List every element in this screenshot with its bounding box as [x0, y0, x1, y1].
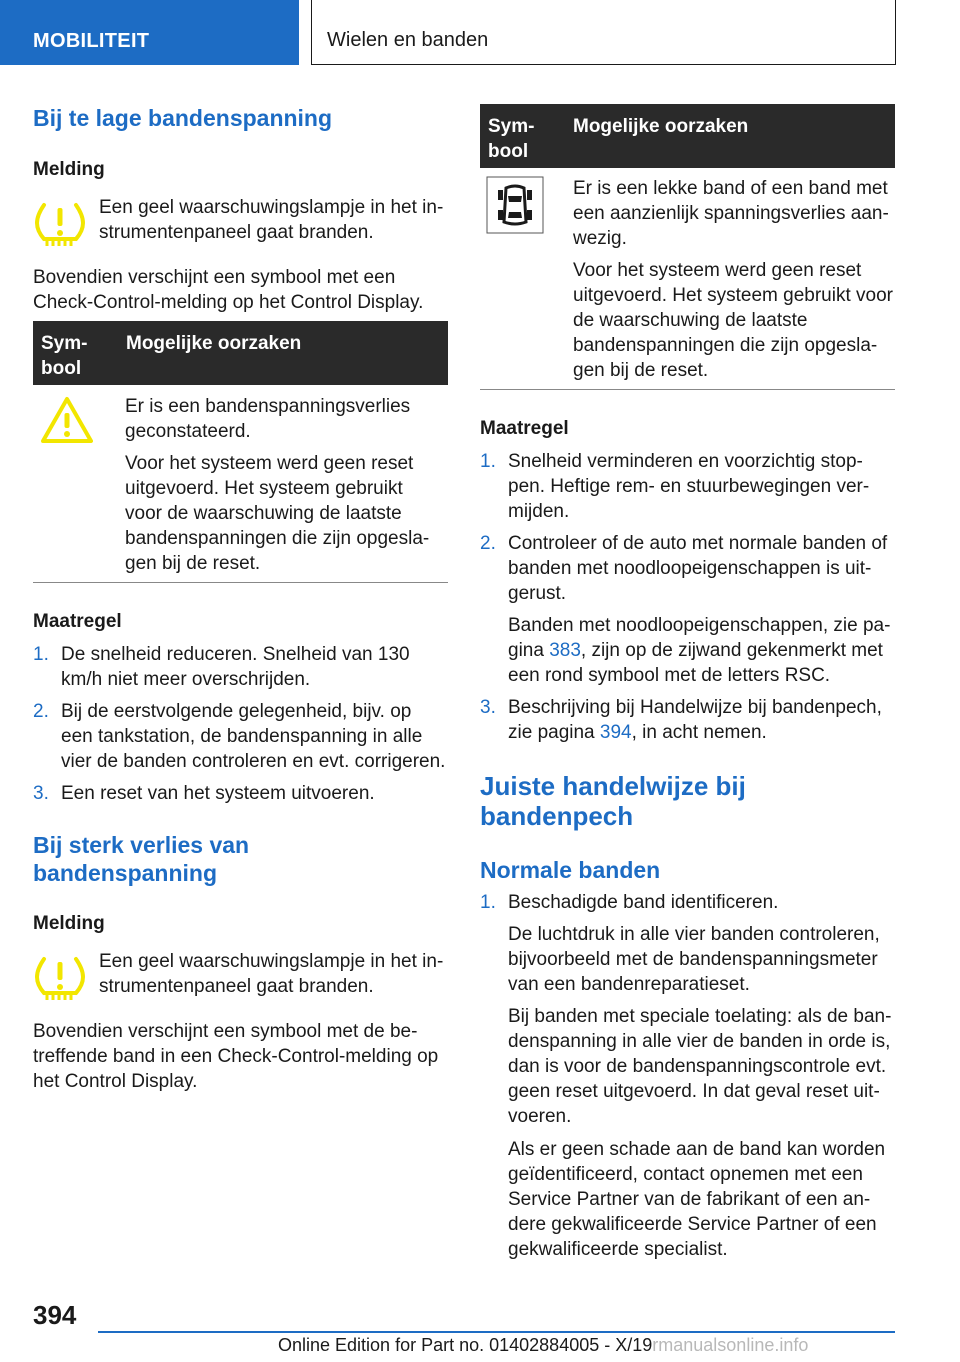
list-subtext: Bij banden met speciale toelating: als de ban-denspanning in alle vier de banden in orde is, dan is voor de bandenspanningscontrole evt. geen reset uitgevoerd. In dat geval reset uit-voeren. [508, 1006, 892, 1127]
list-number: 1. [480, 451, 496, 472]
intro-paragraph: Bovendien verschijnt een symbool met een Check-Control-melding op het Control Display. [33, 267, 424, 313]
car-tire-icon [486, 176, 544, 239]
list-subtext: Banden met noodloopeigenschappen, zie pa-gina 383, zijn op de zijwand gekenmerkt met een rond symbool met de letters RSC. [508, 615, 891, 686]
melding-heading: Melding [33, 913, 105, 934]
list-number: 3. [33, 783, 49, 804]
tire-pressure-warning-icon [35, 201, 85, 252]
table-cause-text: Voor het systeem werd geen reset uitgevoerd. Het systeem gebruikt voor de waarschuwing de laatste bandenspanningen die zijn opgesla-gen bij de reset. [573, 260, 893, 381]
melding-text: Een geel waarschuwingslampje in het in-strumentenpaneel gaat branden. [99, 197, 444, 243]
list-subtext: De luchtdruk in alle vier banden controleren, bijvoorbeeld met de bandenspanningsmeter van een bandenreparatieset. [508, 924, 880, 995]
page-link[interactable]: 383 [549, 640, 581, 661]
column-header-cause: Mogelijke oorzaken [126, 333, 302, 354]
page-link[interactable]: 394 [599, 722, 632, 743]
maatregel-heading: Maatregel [33, 611, 122, 632]
table-header [480, 104, 895, 168]
table-cause-text: Er is een bandenspanningsverlies geconstateerd. [125, 396, 411, 442]
list-text: Bij de eerstvolgende gelegenheid, bijv. op een tankstation, de bandenspanning in alle vier de banden controleren en evt. corrigeren. [61, 701, 446, 772]
column-header-cause: Mogelijke oorzaken [573, 116, 749, 137]
tire-pressure-warning-icon [35, 955, 85, 1006]
intro-paragraph: Bovendien verschijnt een symbool met de be-treffende band in een Check-Control-melding op het Control Display. [33, 1021, 439, 1092]
heading-low-pressure: Bij te lage bandenspanning [33, 105, 333, 131]
list-text: Een reset van het systeem uitvoeren. [61, 783, 375, 804]
list-number: 2. [33, 701, 49, 722]
list-number: 1. [33, 644, 49, 665]
list-text: Beschadigde band identificeren. [508, 892, 779, 913]
maatregel-heading: Maatregel [480, 418, 569, 439]
column-header-symbol: Sym-bool [488, 116, 535, 162]
list-number: 2. [480, 533, 496, 554]
heading-strong-loss: Bij sterk verlies van bandenspanning [33, 832, 250, 886]
table-header [33, 321, 448, 385]
table-cause-text: Voor het systeem werd geen reset uitgevoerd. Het systeem gebruikt voor de waarschuwing de laatste bandenspanningen die zijn opgesla-gen bij de reset. [125, 453, 430, 574]
list-number: 1. [480, 892, 496, 913]
table-cause-text: Er is een lekke band of een band met een aanzienlijk spanningsverlies aan-wezig. [573, 178, 889, 249]
melding-text: Een geel waarschuwingslampje in het in-strumentenpaneel gaat branden. [99, 951, 444, 997]
list-text: Controleer of de auto met normale banden of banden met noodloopeigenschappen is uit-gerust. [508, 533, 888, 604]
melding-heading: Melding [33, 159, 105, 180]
table-divider [480, 389, 895, 390]
footer-rule [98, 1331, 895, 1333]
list-text: , in acht nemen. [631, 722, 767, 743]
page-number: 394 [33, 1300, 77, 1330]
table-divider [33, 582, 448, 583]
list-text: Snelheid verminderen en voorzichtig stop-pen. Heftige rem- en stuurbewegingen ver-mijden. [508, 451, 870, 522]
list-text: De snelheid reduceren. Snelheid van 130 km/h niet meer overschrijden. [61, 644, 410, 690]
section-tab: MOBILITEIT [0, 0, 299, 65]
list-subtext: Als er geen schade aan de band kan worden geïdentificeerd, contact opnemen met een Service Partner van de fabrikant of een an-dere gekwalificeerde Service Partner of een gekwalificeerde specialist. [508, 1139, 886, 1260]
list-number: 3. [480, 697, 496, 718]
heading-flat-tire: Juiste handelwijze bij bandenpech [480, 771, 746, 831]
heading-normal-tires: Normale banden [480, 857, 661, 883]
footer-edition: Online Edition for Part no. 01402884005 - X/19rmanualsonline.info [278, 1335, 809, 1355]
list-text: Beschrijving bij Handelwijze bij bandenpech, zie pagina [508, 697, 882, 743]
chapter-title: Wielen en banden [311, 0, 896, 65]
column-header-symbol: Sym-bool [41, 333, 88, 379]
warning-triangle-icon [41, 396, 93, 449]
watermark: rmanualsonline.info [652, 1335, 809, 1355]
